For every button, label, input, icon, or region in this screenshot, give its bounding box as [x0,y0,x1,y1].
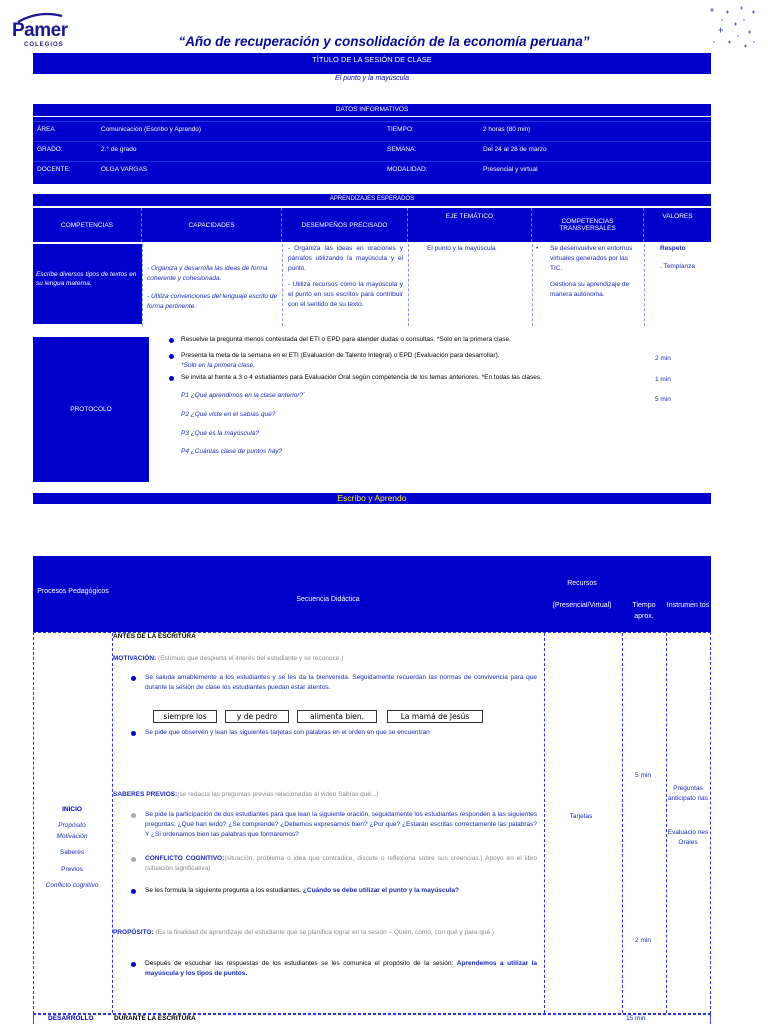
datos-value: 2.° de grado [101,146,137,153]
competencia-cell: Escribe diversos tipos de textos en su lengua materna. [33,244,142,324]
motivacion-heading [113,654,541,664]
datos-value: 2 horas (80 min) [483,126,531,133]
session-title-bar [33,53,711,74]
col-desempenos: DESEMPEÑOS PRECISADO [282,208,408,242]
motivacion-label: MOTIVACIÓN: [113,655,157,662]
column-divider [408,244,409,326]
inicio-item: Saberes [59,849,85,857]
desarrollo-label: DESARROLLO [48,1015,94,1022]
protocolo-question: P4 ¿Cuántas clase de puntos hay? [181,448,283,456]
protocolo-list [167,335,647,466]
saberes-heading [113,790,541,800]
transversal-item: Gestiona su aprendizaje de manera autónoma. [550,281,630,299]
desempenos-cell [288,244,403,310]
datos-row-grado [33,141,711,159]
proposito-note: (Es la finalidad de aprendizaje del estudiante que se planifica lograr en la sesión – Quién, cómo, con qué y para qué.) [153,929,495,936]
capacidad-item: - Organiza y desarrolla las ideas de forma coherente y cohesionada. [147,265,268,283]
escribo-aprendo-bar: Escribo y Aprendo [33,493,711,504]
proposito-label: PROPÓSITO: [113,929,154,936]
word-cards [153,710,493,724]
tiempo-15min: 15 min [626,1015,646,1022]
logo-subtitle: COLEGIOS [24,42,64,48]
column-divider [282,244,283,326]
bullet-icon: • [536,245,539,252]
tiempo-5min: 5 min [635,772,651,779]
protocolo-item [167,335,647,345]
durante-escritura: DURANTE LA ESCRITURA [114,1015,196,1022]
protocolo-text: Presenta la meta de la semana en el ETI (Evaluación de Talento Integral) o EPD (Evaluación para desarrollar). [181,351,500,359]
time-value: 1 min [655,376,671,383]
conflicto-item [113,854,541,874]
column-divider [544,633,545,1013]
conflicto-question-text: ¿Cuándo se debe utilizar el punto y la mayúscula? [302,887,459,894]
desempeno-item: - Organiza las ideas en oraciones y párrafos utilizando la mayúscula y el punto. [288,245,403,273]
inicio-item: Conflicto cognitivo [45,881,99,889]
valor-item: . Templanza [660,263,695,271]
proposito-heading [113,928,541,938]
instrumentos-evaluaciones: Evaluacio nes Orales [667,829,709,847]
time-value: 2 min [655,355,671,362]
inicio-item: Previos [61,865,83,873]
datos-label: GRADO: [37,146,63,153]
valor-item: Respeto [660,245,686,252]
transversal-text: Se desenvuelve en entornos virtuales generados por las TIC. [550,245,633,273]
header-secuencia: Secuencia Didáctica [296,596,360,603]
instrumentos-preguntas: Preguntas anticipato rias [667,785,709,803]
capacidad-item: - Utiliza convenciones del lenguaje escrito de forma pertinente. [147,293,278,311]
saberes-label: SABERES PREVIOS: [113,791,178,798]
column-divider [532,244,533,326]
header-tiempo: Tiempo aprox. [632,602,656,621]
column-divider [666,633,667,1013]
datos-label: SEMANA: [387,146,417,153]
col-competencias: COMPETENCIAS [33,208,142,242]
conflicto-note: (situación, problema o idea que contradice, discute o reflexiona sobre sus creencias.) Apoyo en el libro (situación significativa) [145,855,537,873]
year-motto: “Año de recuperación y consolidación de la economía peruana” [178,34,590,49]
protocolo-note: *Solo en la primera clase. [181,361,256,369]
logo-word: Pamer [12,20,68,41]
secuencia-header [33,556,711,632]
datos-value: Del 24 al 28 de marzo [483,146,547,153]
datos-value: Presencial y virtual [483,166,538,173]
transversal-item [536,244,638,274]
session-title: El punto y la mayúscula [335,75,409,82]
col-transversales: COMPETENCIAS TRANSVERSALES [532,208,644,242]
motivacion-item: Se pide que observen y lean las siguientes tarjetas con palabras en el orden en que se encuentran [113,728,541,738]
motivacion-item: Se saluda amablemente a los estudiantes y se les da la bienvenida. Seguidamente recuerdan las normas de convivencia para que durante la sesión de clase los estudiantes puedan estar atentos. [113,673,541,693]
header-recursos: Recursos [567,580,597,587]
col-eje-tematico: EJE TEMÁTICO [408,208,532,242]
antes-escritura: ANTES DE LA ESCRITURA [113,633,196,640]
eje-tematico-cell: El punto y la mayúscula [427,245,496,252]
inicio-item: Motivación [56,832,88,840]
protocolo-question: P1 ¿Qué aprendimos en la clase anterior?` [181,392,306,399]
inicio-item: Propósito [58,822,86,830]
word-card: La mamá de Jesús [387,710,483,723]
proposito-goal: Aprendemos a utilizar la mayúscula y los tipos de puntos. [145,960,538,978]
aprendizajes-column-headers [33,208,711,242]
col-valores: VALORES [662,213,693,220]
desarrollo-row [33,1014,711,1024]
proposito-text: Después de escuchar las respuestas de los estudiantes se les comunica el propósito de la sesión: [145,960,457,967]
datos-label: DOCENTE: [37,166,71,173]
col-capacidades: CAPACIDADES [142,208,282,242]
column-divider [644,244,645,326]
header-recursos-sub: (Presencial/Virtual) [552,602,612,609]
datos-heading: DATOS INFORMATIVOS [33,104,711,117]
header-procesos: Procesos Pedagógicos [37,588,109,595]
saberes-item: Se pide la participación de dos estudiantes para que lean la siguiente oración, seguidamente los estudiantes responden a las siguientes preguntas: ¿Qué han leído? ¿Se comprende? ¿Debemos expresarnos bien? ¿Por qué? ¿Estarán escritas correctamente las palabras? Y ¿Si ordenamos bien las palabras que formaremos? [113,810,541,840]
word-card: alimenta bien. [297,710,377,723]
conflicto-label: CONFLICTO COGNITIVO: [145,855,225,862]
datos-row-area [33,121,711,139]
session-title-label: TÍTULO DE LA SESIÓN DE CLASE [312,55,432,64]
motivacion-note: (Estímulo que despierta el interés del estudiante y se reconoce.) [156,655,344,662]
protocolo-question: P2 ¿Qué viste en el sabías qué? [181,410,276,418]
datos-label: ÁREA [37,126,55,133]
aprendizajes-heading: APRENDIZAJES ESPERADOS [33,194,711,206]
inicio-label: INICIO [62,806,82,813]
word-card: siempre los [153,710,217,723]
capacidades-cell [147,264,280,312]
procesos-inicio [33,805,111,891]
protocolo-item [167,373,647,383]
datos-label: MODALIDAD: [387,166,428,173]
tiempo-2min: 2 min [635,937,651,944]
protocolo-text: Se invita al frente a 3 o 4 estudiantes para Evaluación Oral según competencia de los temas anteriores. *En todas las clases. [181,374,542,382]
saberes-note: (se redacta las preguntas previas relacionadas al video Sabías qué...) [177,791,379,798]
header-instrumentos: Instrumen tos [666,602,710,609]
recurso-tarjetas: Tarjetas [569,813,593,820]
protocolo-item [167,351,647,371]
datos-value: Comunicación (Escribo y Aprendo) [101,126,202,133]
column-divider [622,633,623,1013]
protocolo-cell: PROTOCOLO [33,337,149,482]
datos-value: OLGA VARGAS [101,166,148,173]
word-card: y de pedro [225,710,289,723]
desempeno-item: - Utiliza recursos como la mayúscula y el punto en sus escritos para contribuir con el sentido de su texto. [288,281,403,309]
time-value: 5 min [655,396,671,403]
datos-informativos-table [33,104,711,184]
protocolo-question: P3 ¿Qué es la mayúscula? [181,429,260,437]
proposito-item [113,959,541,979]
protocolo-text: Resuelve la pregunta menos contestada del ETI o EPD para atender dudas o consultas. *Solo en la primera clase. [181,336,511,343]
datos-row-docente [33,161,711,179]
valores-cell [660,244,712,272]
conflicto-text: Se les formula la siguiente pregunta a los estudiantes. [145,887,303,894]
transversales-cell [536,244,638,300]
datos-label: TIEMPO: [387,126,414,133]
column-divider [142,244,143,326]
conflicto-question [113,886,541,896]
sparkles-icon [704,2,760,52]
